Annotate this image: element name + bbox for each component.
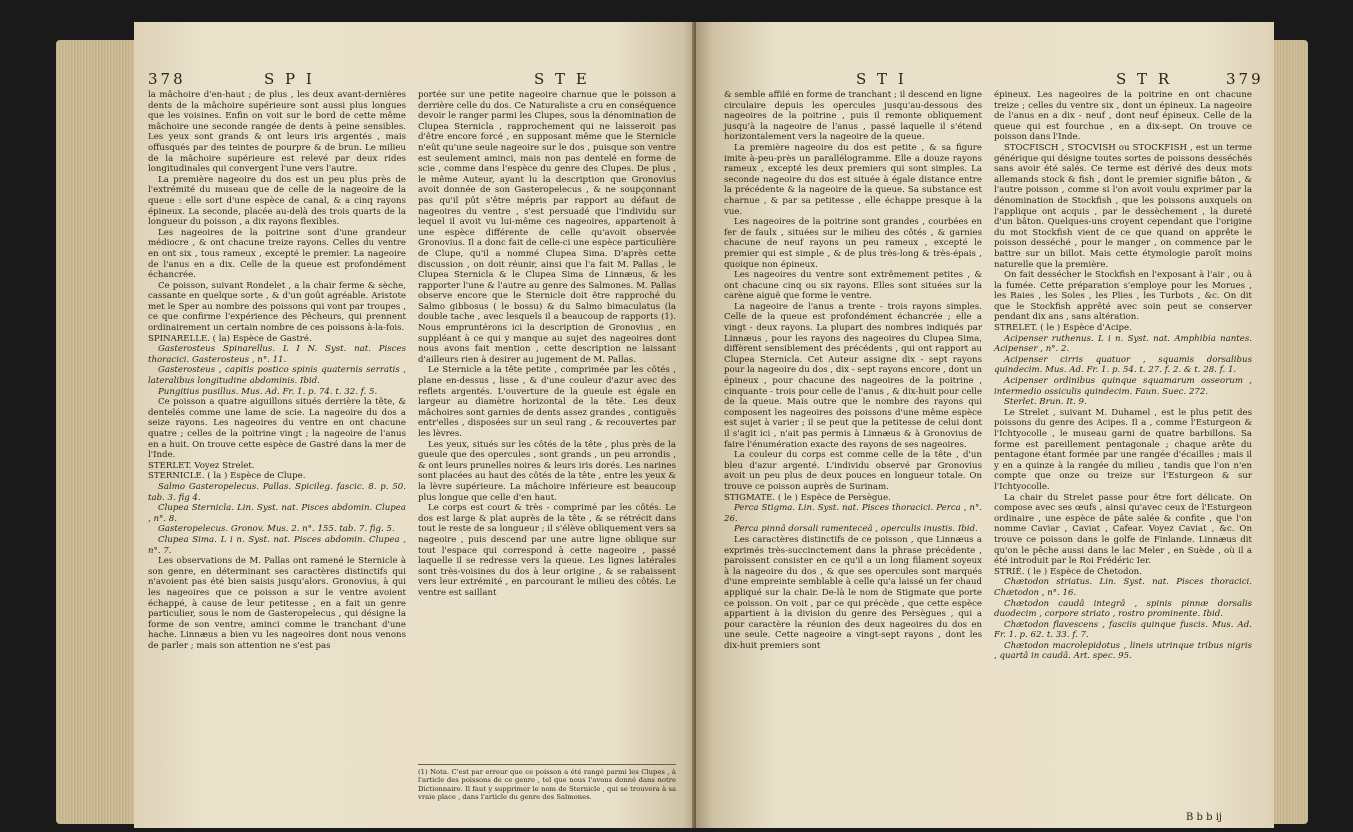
left-page [134, 22, 700, 828]
right-page-column-2 [994, 90, 1252, 662]
citation: Gasterosteus Spinarellus. L I N. Syst. nat. Pisces thoracici. Gasterosteus , n°. 11. [148, 344, 406, 365]
paragraph: On fait dessécher le Stockfish en l'exposant à l'air , ou à la fumée. Cette préparation s'employe pour les Morues , les Raies , les Soles , les Plies , les Turbots , &c. On dit que le Stockfish apprêté avec soin peut se conserver pendant dix ans , sans altération. [994, 270, 1252, 323]
citation: Chætodon striatus. Lin. Syst. nat. Pisces thoracici. Chætodon , n°. 16. [994, 577, 1252, 598]
citation: Pungitius pusillus. Mus. Ad. Fr. 1. p. 74. t. 32. f. 5. [158, 386, 378, 397]
paragraph: Ce poisson a quatre aiguillons situés derrière la tête, & dentelés comme une lame de scie. La nageoire du dos a seize rayons. Les nageoires du ventre en ont chacune quatre ; celles de la poitrine vingt ; la nageoire de l'anus en a huit. On trouve cette espèce de Gastré dans la mer de l'Inde. [148, 397, 406, 461]
citation: Sterlet. Brun. It. 9. [1004, 397, 1087, 408]
entry-heading: STERNICLE. ( la ) Espèce de Clupe. [148, 471, 306, 482]
paragraph: Les nageoires de la poitrine sont d'une grandeur médiocre , & ont chacune treize rayons. Celles du ventre en ont six , tous rameux , excepté le premier. La nageoire de l'anus en a dix. Celle de la queue est profondément échancrée. [148, 227, 406, 281]
citation: Acipenser ordinibus quinque squamarum osseorum , intermedio ossiculis quindecim. Faun. Suec. 272. [994, 376, 1252, 397]
page-number-left: 378 [148, 70, 186, 88]
paragraph: Les caractères distinctifs de ce poisson , que Linnæus a exprimés très-succinctement dans la phrase précédente , paroissent consister en ce qu'il a un long filament soyeux à la nageoire du dos , & que ses opercules sont marqués d'une empreinte semblable à celle qu'a laissé un fer chaud appliqué sur la chair. De-là le nom de Stigmate que porte ce poisson. On voit , par ce qui précède , que cette espèce appartient à la division du genre des Persègues , qui a pour caractère la réunion des deux nageoires du dos en une seule. Cette nageoire a vingt-sept rayons , dont les dix-huit premiers sont [724, 534, 982, 651]
citation: Acipenser cirris quatuor , squamis dorsalibus quindecim. Mus. Ad. Fr. 1. p. 54. t. 27. f. 2. & t. 28. f. 1. [994, 354, 1252, 376]
entry-heading: SPINARELLE. ( la) Espèce de Gastré. [148, 333, 312, 344]
running-head-str: S T R [1116, 70, 1173, 88]
citation: Acipenser ruthenus. L i n. Syst. nat. Amphibia nantes. Acipenser , n°. 2. [994, 333, 1252, 355]
paragraph: La chair du Strelet passe pour être fort délicate. On compose avec ses œufs , ainsi qu'avec ceux de l'Esturgeon ordinaire , une espèce de pâte salée & confite , que l'on nomme Caviar , Caviat , Cafear. Voyez Caviat , &c. On trouve ce poisson dans le golfe de Finlande. Linnæus dit qu'on le pêche aussi dans le lac Meler , en Suède , où il a été introduit par le Roi Frédéric Ier. [994, 492, 1252, 567]
paragraph: Les nageoires de la poitrine sont grandes , courbées en fer de faulx , situées sur le milieu des côtés , & garnies chacune de neuf rayons un peu rameux , excepté le premier qui est simple , & de plus très-long & très-épais , quoique non épineux. [724, 217, 982, 270]
citation: Gasterosteus , capitis postico spinis quaternis serratis , lateralibus longitudine abdominis. Ibid. [148, 365, 406, 387]
paragraph: Les observations de M. Pallas ont ramené le Sternicle à son genre, en déterminant ses caractères distinctifs qui n'avoient pas été bien saisis jusqu'alors. Gronovius, à qui les nageoires que ce poisson a sur le ventre avoient échappé, à cause de leur petitesse , en a fait un genre particulier, sous le nom de Gasteropelecus , qui désigne la forme de son ventre, aminci comme le tranchant d'une hache. Linnæus a bien vu les nageoires dont nous venons de parler ; mais son attention ne s'est pas [148, 556, 406, 651]
signature-mark: B b b ij [1186, 812, 1222, 823]
citation: Salmo Gasteropelecus. Pallas. Spicileg. fascic. 8. p. 50. tab. 3. fig 4. [148, 481, 406, 503]
paragraph: La première nageoire du dos est petite , & sa figure imite à-peu-près un parallélogramme. Elle a douze rayons rameux , excepté les deux premiers qui sont simples. La seconde nageoire du dos est située à égale distance entre la précédente & la nageoire de la queue. Sa substance est charnue , & par sa petitesse , elle échappe presque à la vue. [724, 142, 982, 217]
entry-heading: STOCFISCH , STOCVISH ou STOCKFISH , est un terme générique qui désigne toutes sortes de poissons desséchés sans avoir été salés. Ce terme est dérivé des deux mots allemands stock & fish , dont le premier signifie bâton , & l'autre poisson , comme si l'on avoit voulu exprimer par la dénomination de Stockfish , que les poissons auxquels on l'applique ont acquis , par le dessèchement , la dureté d'un bâton. Quelques-uns croyent cependant que l'origine du mot Stockfish vient de ce que quand on apprête le poisson desséché , pour le manger , on commence par le battre sur un billot. Mais cette étymologie paroît moins naturelle que la première. [994, 142, 1252, 270]
citation: Clupea Sima. L i n. Syst. nat. Pisces abdomin. Clupea , n°. 7. [148, 534, 406, 556]
entry-heading: STERLET. Voyez Strelet. [148, 460, 255, 471]
paragraph: La première nageoire du dos est un peu plus près de l'extrémité du museau que de celle de la nageoire de la queue : elle sort d'une espèce de canal, & a cinq rayons épineux. La seconde, placée au-delà des trois quarts de la longueur du poisson , a dix rayons flexibles. [148, 174, 406, 228]
running-head-sti: S T I [856, 70, 907, 88]
entry-heading: STIGMATE. ( le ) Espèce de Persègue. [724, 492, 891, 503]
paragraph: Les yeux, situés sur les côtés de la tête , plus près de la gueule que des opercules , sont grands , un peu arrondis , & ont leurs prunelles noires & leurs iris dorés. Les narines sont placées au haut des côtés de la tête , entre les yeux & la lèvre supérieure. La mâchoire inférieure est beaucoup plus longue que celle d'en haut. [418, 439, 676, 503]
citation: Chætodon macrolepidotus , lineis utrinque tribus nigris , quartâ in caudâ. Art. spec. 95. [994, 640, 1252, 662]
paragraph: Les nageoires du ventre sont extrêmement petites , & ont chacune cinq ou six rayons. Elles sont situées sur la carène aiguë que forme le ventre. [724, 270, 982, 302]
citation: Chætodon caudâ integrâ , spinis pinnæ dorsalis duodecim , corpore striato , rostro prominente. Ibid. [994, 598, 1252, 620]
citation: Chætodon flavescens , fasciis quinque fuscis. Mus. Ad. Fr. 1. p. 62. t. 33. f. 7. [994, 619, 1252, 641]
footnote: (1) Nota. C'est par erreur que ce poisson a été rangé parmi les Clupes , à l'article des poissons de ce genre , tel que nous l'avons donné dans notre Dictionnaire. Il faut y supprimer le nom de Sternicle , qui se trouvera à sa vraie place , dans l'article du genre des Salmones. [418, 764, 676, 802]
citation: Clupea Sternicla. Lin. Syst. nat. Pisces abdomin. Clupea , n°. 8. [148, 503, 406, 524]
paragraph: Le Strelet , suivant M. Duhamel , est le plus petit des poissons du genre des Acipes. Il a , comme l'Esturgeon & l'Ichtyocolle , le museau garni de quatre barbillons. Sa forme est pareillement pentagonale ; chaque arête du pentagone étant formée par une rangée d'écailles ; mais il y en a quinze à la rangée du milieu , tandis que l'on n'en compte que onze ou treize sur l'Esturgeon & sur l'Ichtyocolle. [994, 407, 1252, 492]
paragraph: Le Sternicle a la tête petite , comprimée par les côtés , plane en-dessus , lisse , & d'une couleur d'azur avec des reflets argentés. L'ouverture de la gueule est égale en largeur au diamètre horizontal de la tête. Les deux mâchoires sont garnies de dents assez grandes , contiguës entr'elles , disposées sur un seul rang , & recouvertes par les lèvres. [418, 365, 676, 439]
citation: Perca Stigma. Lin. Syst. nat. Pisces thoracici. Perca , n°. 26. [724, 503, 982, 524]
paragraph: Ce poisson, suivant Rondelet , a la chair ferme & sèche, cassante en quelque sorte , & d'un goût agréable. Aristote met le Sper au nombre des poissons qui vont par troupes , ce que confirme l'expérience des Pêcheurs, qui prennent ordinairement un certain nombre de ces poissons à-la-fois. [148, 280, 406, 334]
left-page-column-1 [148, 90, 406, 651]
running-head-ste: S T E [534, 70, 590, 88]
paragraph: La nageoire de l'anus a trente - trois rayons simples. Celle de la queue est profondément échancrée ; elle a vingt - deux rayons. La plupart des nombres indiqués par Linnæus , pour les rayons des nageoires du Clupea Sima, diffèrent sensiblement des précédents , qui ont rapport au Clupea Sternicla. Cet Auteur assigne dix - sept rayons pour la nageoire du dos , dix - sept rayons encore , dont un épineux , pour chacune des nageoires de la poitrine , cinquante - trois pour celle de l'anus , & dix-huit pour celle de la queue. Mais outre que le nombre des rayons qui composent les nageoires des poissons d'une même espèce est sujet à varier ; il se peut que la petitesse de celui dont il s'agit ici , n'ait pas permis à Linnæus & à Gronovius de faire l'énumération exacte des rayons de ses nageoires. [724, 301, 982, 450]
page-edges-left [56, 40, 140, 824]
paragraph: Le corps est court & très - comprimé par les côtés. Le dos est large & plat auprès de la tête , & se rétrécit dans tout le reste de sa longueur ; il s'élève obliquement vers sa nageoire , puis descend par une autre ligne oblique sur tout l'espace qui correspond à cette nageoire , passé laquelle il se redresse vers la queue. Les lignes latérales sont très-voisines du dos à leur origine , & se rabaissent vers leur extrémité , en parcourant le milieu des côtés. Le ventre est saillant [418, 503, 676, 598]
citation: Perca pinnâ dorsali ramenteceâ , operculis inustis. Ibid. [734, 524, 978, 535]
running-head-spi: S P I [264, 70, 315, 88]
right-page [696, 22, 1274, 828]
entry-heading: STRIÉ. ( le ) Espèce de Chetodon. [994, 566, 1142, 577]
entry-heading: STRELET. ( le ) Espèce d'Acipe. [994, 323, 1132, 334]
paragraph: portée sur une petite nageoire charnue que le poisson a derrière celle du dos. Ce Naturaliste a cru en conséquence devoir le ranger parmi les Clupes, sous la dénomination de Clupea Sternicla , rapprochement qui ne laisseroit pas d'être encore forcé , en supposant même que le Sternicle n'eût qu'une seule nageoire sur le dos , puisque son ventre est seulement aminci, mais non pas dentelé en forme de scie , comme dans l'espèce du genre des Clupes. De plus , le même Auteur, ayant lu la description que Gronovius avoit donnée de son Gasteropelecus , & ne soupçonnant pas qu'il pût s'être mépris par rapport au défaut de nageoires du ventre , s'est persuadé que l'individu sur lequel il avoit vu lui-même ces nageoires, appartenoit à une espèce différente de celle qu'avoit observée Gronovius. Il a donc fait de celle-ci une espèce particulière de Clupe, qu'il a nommé Clupea Sima. D'après cette discussion , on doit réunir, ainsi que l'a fait M. Pallas , le Clupea Sternicla & le Clupea Sima de Linnæus, & les rapporter l'une & l'autre au genre des Salmones. M. Pallas observe encore que le Sternicle doit être rapproché du Salmo gibbosus ( le bossu) & du Salmo bimaculatus (la double tache , avec lesquels il a beaucoup de rapports (1). Nous empruntérons ici la description de Gronovius , en suppléant à ce qui y manque au sujet des nageoires dont nous avons fait mention , cette description ne laissant d'ailleurs rien à desirer au jugement de M. Pallas. [418, 90, 676, 365]
paragraph: La couleur du corps est comme celle de la tête , d'un bleu d'azur argenté. L'individu observé par Gronovius avoit un peu plus de deux pouces en longueur totale. On trouve ce poisson auprès de Surinam. [724, 450, 982, 492]
open-book [56, 22, 1308, 828]
page-edges-right [1268, 40, 1308, 824]
right-page-column-1 [724, 90, 982, 651]
paragraph: la mâchoire d'en-haut ; de plus , les deux avant-dernières dents de la mâchoire supérieure sont aussi plus longues que les voisines. Enfin on voit sur le bord de cette même mâchoire une seconde rangée de dents à peine sensibles. Les yeux sont grands & ont leurs iris argentés , mais offusqués par des teintes de pourpre & de brun. Le milieu de la mâchoire supérieure est relevé par deux rides longitudinales qui convergent l'une vers l'autre. [148, 90, 406, 175]
citation: Gasteropelecus. Gronov. Mus. 2. n°. 155. tab. 7. fig. 5. [158, 524, 395, 535]
left-page-column-2 [418, 90, 676, 599]
paragraph: épineux. Les nageoires de la poitrine en ont chacune treize ; celles du ventre six , dont un épineux. La nageoire de l'anus en a dix - neuf , dont neuf épineux. Celle de la queue qui est fourchue , en a dix-sept. On trouve ce poisson dans l'Inde. [994, 90, 1252, 143]
paragraph: & semble affilé en forme de tranchant ; il descend en ligne circulaire depuis les opercules jusqu'au-dessous des nageoires de la poitrine , puis il remonte obliquement jusqu'à la nageoire de l'anus , passé laquelle il s'étend horizontalement vers la nageoire de la queue. [724, 90, 982, 143]
page-number-right: 379 [1226, 70, 1264, 88]
